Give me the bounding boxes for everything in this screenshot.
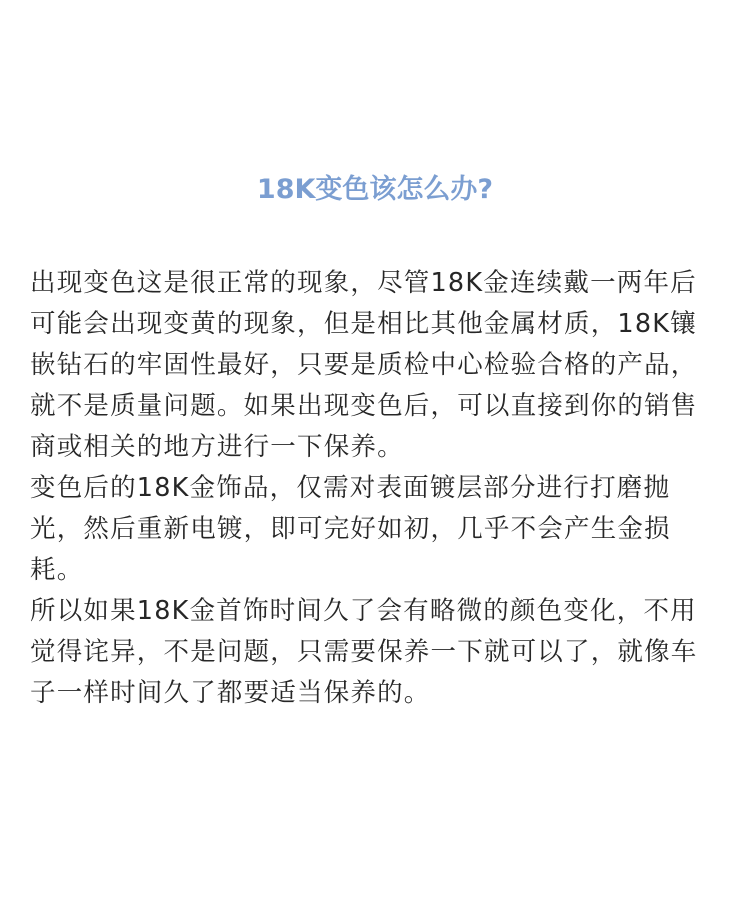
paragraph-repair-method: 变色后的18K金饰品，仅需对表面镀层部分进行打磨抛光，然后重新电镀，即可完好如初，几乎不会产生金损耗。 [30,473,671,585]
paragraph-conclusion: 所以如果18K金首饰时间久了会有略微的颜色变化，不用觉得诧异，不是问题，只需要保养一下就可以了，就像车子一样时间久了都要适当保养的。 [30,596,698,708]
article-body [30,263,720,714]
paragraph-discoloration-cause: 出现变色这是很正常的现象，尽管18K金连续戴一两年后可能会出现变黄的现象，但是相比其他金属材质，18K镶嵌钻石的牢固性最好，只要是质检中心检验合格的产品，就不是质量问题。如果出现变色后，可以直接到你的销售商或相关的地方进行一下保养。 [30,268,698,462]
article-title: 18K变色该怎么办? [256,174,494,205]
